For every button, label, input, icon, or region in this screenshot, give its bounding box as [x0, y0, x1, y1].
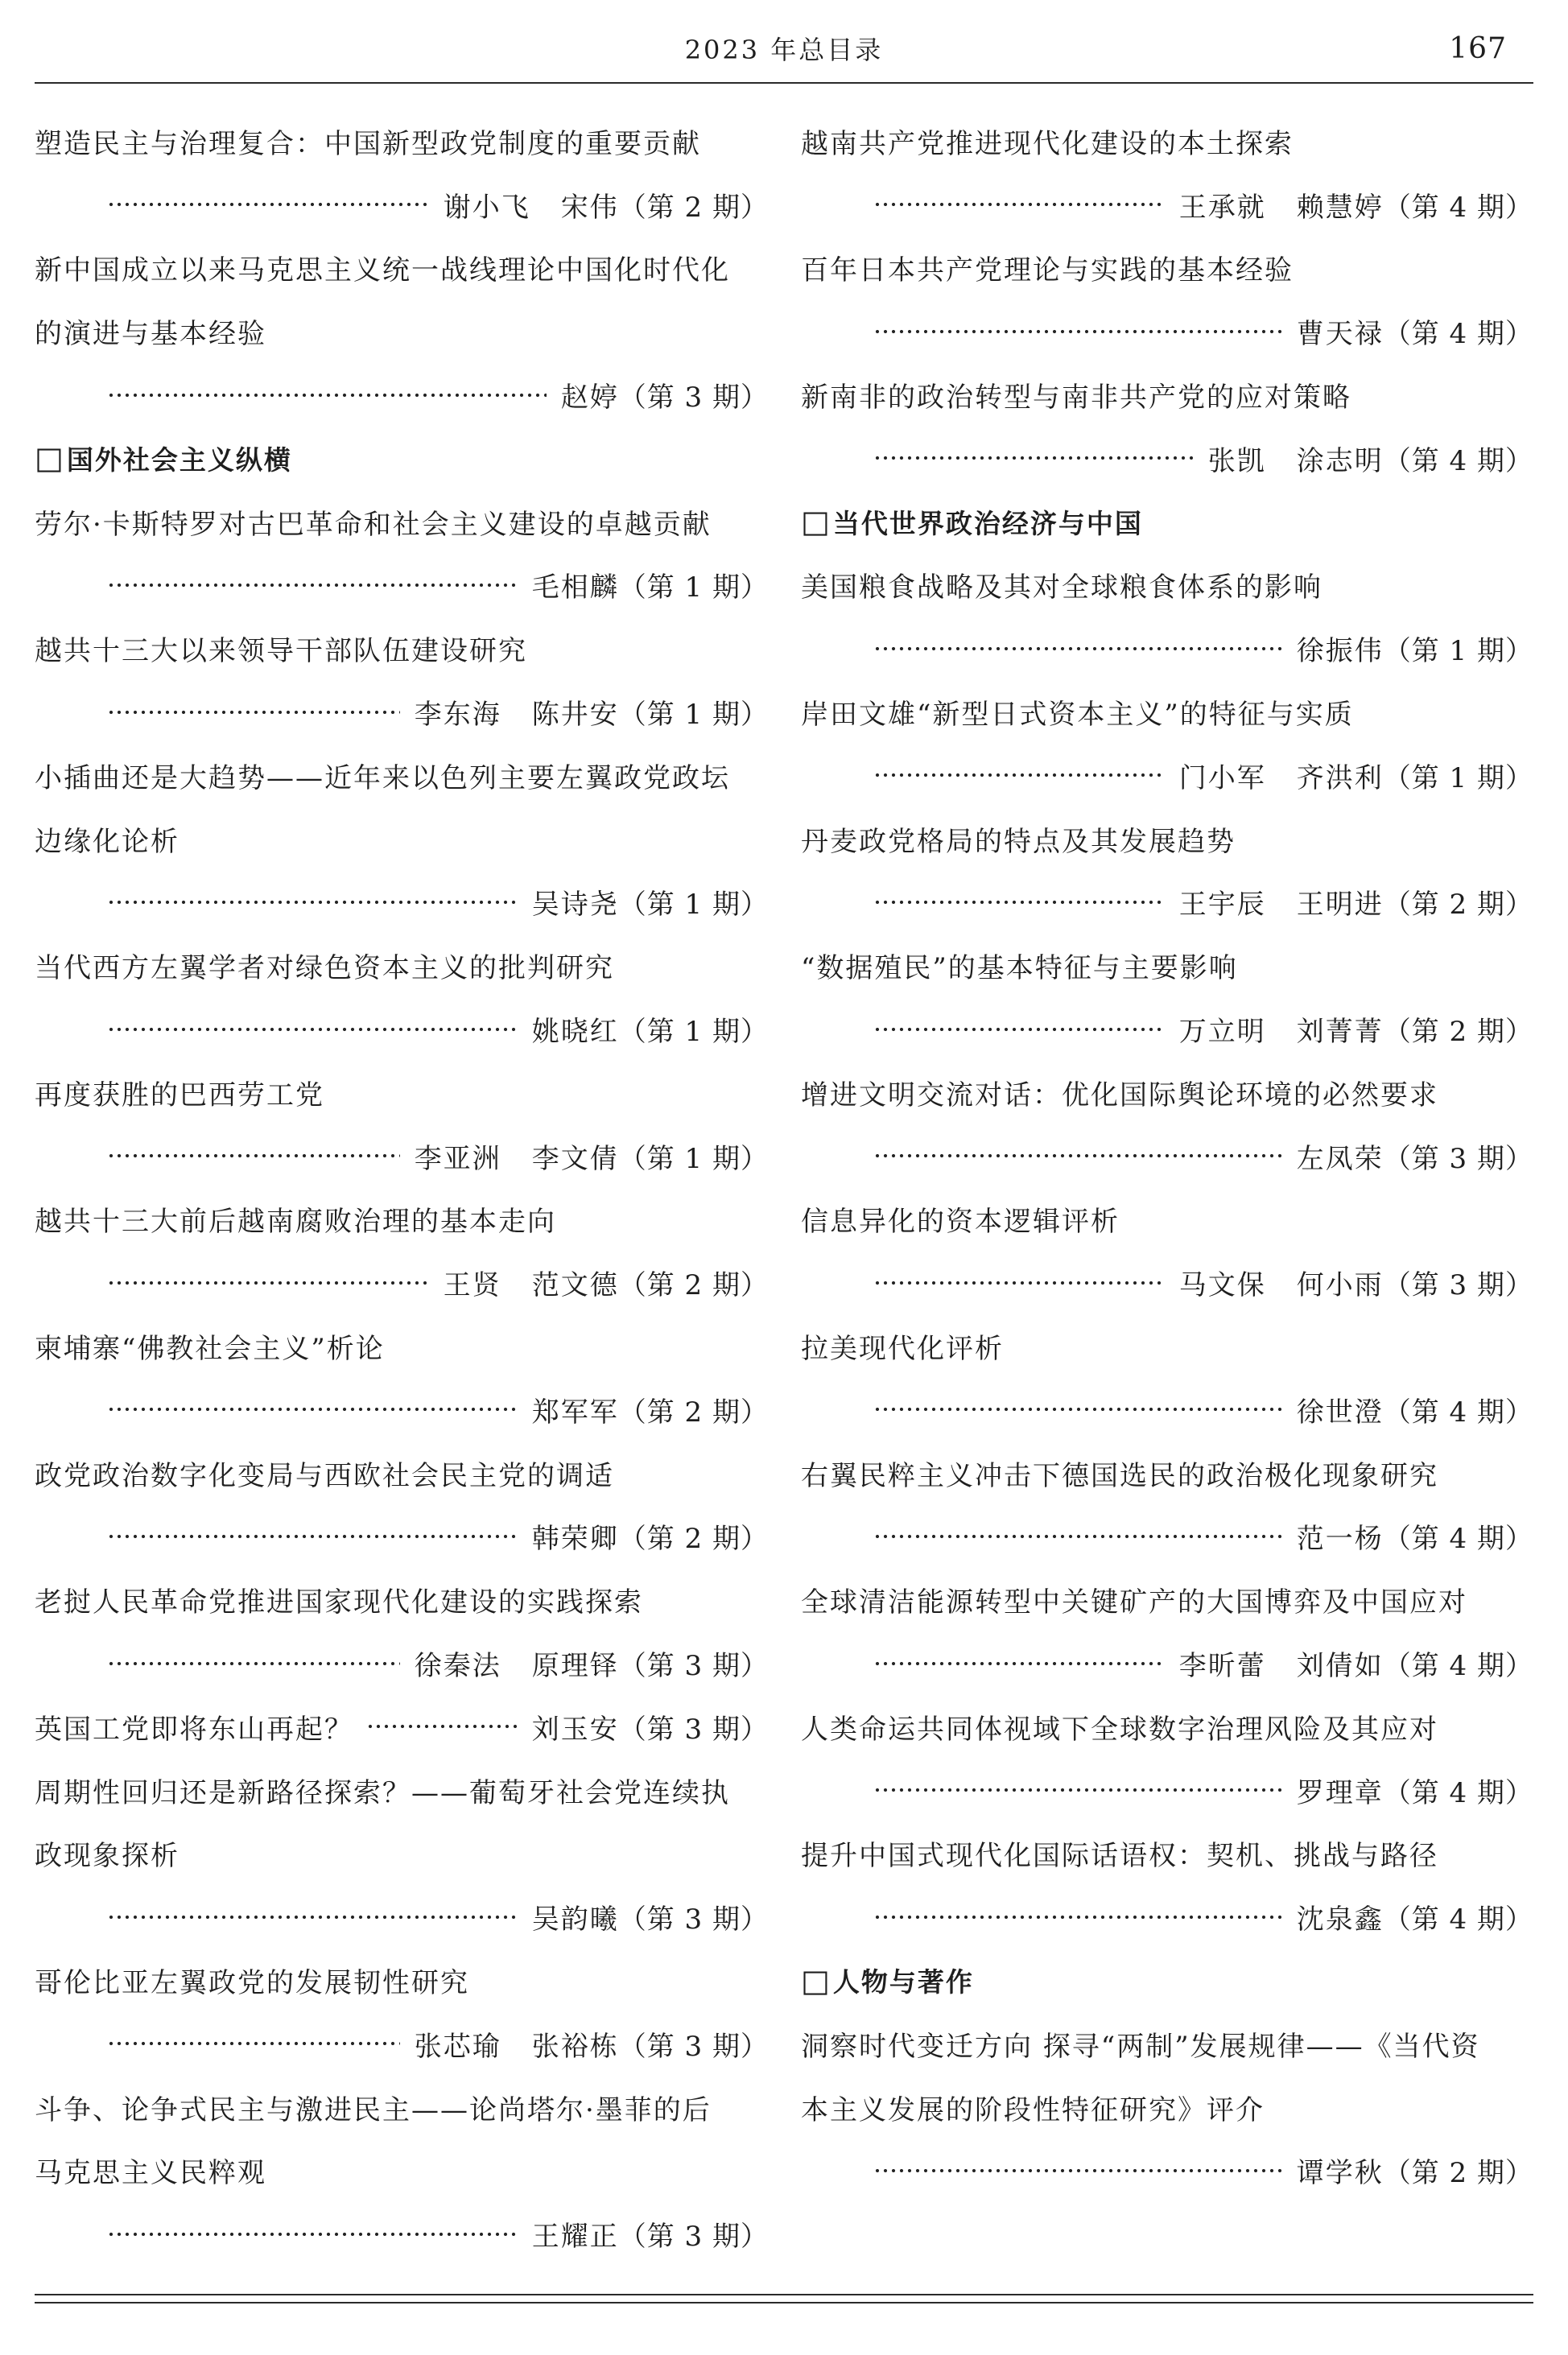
- entry-title-line: 越共十三大以来领导干部队伍建设研究: [35, 635, 527, 668]
- entry-author: 韩荣卿: [531, 1523, 619, 1556]
- entry-byline: [1297, 1516, 1533, 1556]
- section-label: 人物与著作: [832, 1966, 974, 1998]
- entry-title-line: 老挝人民革命党推进国家现代化建设的实践探索: [35, 1586, 643, 1619]
- toc-right-column: [801, 109, 1533, 2202]
- toc-entry: [801, 1441, 1533, 1569]
- entry-author: 涂志明: [1296, 444, 1384, 477]
- toc-entry: [801, 1188, 1533, 1315]
- entry-author: 门小军: [1178, 761, 1266, 794]
- entry-byline: [532, 1390, 769, 1429]
- entry-author-line: [801, 1124, 1533, 1188]
- entry-issue: （第 3 期）: [618, 2030, 769, 2063]
- footer-rule-top: [35, 2294, 1533, 2295]
- entry-byline: [1297, 1897, 1533, 1936]
- entry-title-line: 本主义发展的阶段性特征研究》评介: [801, 2093, 1265, 2126]
- entry-author: 吴诗尧: [531, 889, 619, 922]
- section-box-icon: □: [801, 504, 831, 540]
- entry-issue: （第 2 期）: [618, 191, 769, 224]
- section-box-icon: □: [35, 440, 65, 476]
- entry-byline: [1297, 1136, 1533, 1176]
- entry-author: 谭学秋: [1296, 2157, 1384, 2190]
- entry-author-line: [35, 363, 769, 427]
- entry-issue: （第 1 期）: [618, 571, 769, 604]
- entry-author: 王耀正: [531, 2221, 619, 2254]
- entry-issue: （第 3 期）: [618, 1713, 769, 1746]
- dot-leader: [873, 1532, 1282, 1540]
- dot-leader: [873, 771, 1165, 779]
- entry-author: 吴韵曦: [531, 1903, 619, 1936]
- entry-title-line: 小插曲还是大趋势——近年来以色列主要左翼政党政坛: [35, 761, 730, 794]
- entry-author: 谢小飞: [443, 191, 530, 224]
- dot-leader: [107, 1532, 518, 1540]
- entry-author-line: [35, 554, 769, 617]
- entry-byline: [1179, 1263, 1533, 1302]
- entry-title-line: 右翼民粹主义冲击下德国选民的政治极化现象研究: [801, 1459, 1438, 1492]
- entry-title-line: 越共十三大前后越南腐败治理的基本走向: [35, 1206, 556, 1239]
- entry-issue: （第 1 期）: [618, 889, 769, 922]
- entry-author-line: [801, 617, 1533, 680]
- entry-issue: （第 4 期）: [1383, 1650, 1533, 1683]
- toc-entry: [35, 1949, 769, 2076]
- toc-entry: [801, 2012, 1533, 2202]
- toc-entry: [801, 934, 1533, 1061]
- entry-title-line: “数据殖民”的基本特征与主要影响: [801, 952, 1238, 985]
- entry-issue: （第 4 期）: [1383, 1523, 1533, 1556]
- entry-issue: （第 3 期）: [618, 1650, 769, 1683]
- toc-entry: [35, 1061, 769, 1188]
- entry-author-line: [801, 173, 1533, 237]
- entry-issue: （第 3 期）: [1383, 1142, 1533, 1175]
- entry-author-line: [35, 173, 769, 237]
- dot-leader: [107, 2039, 400, 2048]
- entry-author-line: [35, 871, 769, 934]
- dot-leader: [873, 898, 1165, 906]
- dot-leader: [107, 1279, 429, 1287]
- entry-author: 齐洪利: [1296, 761, 1384, 794]
- entry-title-line: 越南共产党推进现代化建设的本土探索: [801, 127, 1294, 160]
- entry-author-line: [35, 1251, 769, 1314]
- toc-entry: [801, 109, 1533, 237]
- entry-author: 赖慧婷: [1296, 191, 1384, 224]
- entry-title-line: 再度获胜的巴西劳工党: [35, 1079, 324, 1112]
- toc-entry: [801, 237, 1533, 364]
- entry-author-line: [801, 1378, 1533, 1441]
- entry-title-line: 塑造民主与治理复合：中国新型政党制度的重要贡献: [35, 127, 701, 160]
- entry-issue: （第 3 期）: [1383, 1269, 1533, 1302]
- dot-leader: [107, 898, 518, 906]
- toc-entry: [35, 1314, 769, 1441]
- entry-author-line: [801, 1759, 1533, 1822]
- entry-title-line: 百年日本共产党理论与实践的基本经验: [801, 254, 1294, 287]
- entry-byline: [532, 1707, 769, 1747]
- entry-title: 英国工党即将东山再起？: [35, 1713, 353, 1746]
- entry-issue: （第 4 期）: [1383, 444, 1533, 477]
- entry-author-line: [35, 2012, 769, 2076]
- entry-issue: （第 2 期）: [618, 1269, 769, 1302]
- entry-title-line: 斗争、论争式民主与激进民主——论尚塔尔·墨菲的后: [35, 2093, 712, 2126]
- entry-author: 张凯: [1207, 444, 1266, 477]
- entry-title-line: 拉美现代化评析: [801, 1333, 1004, 1366]
- entry-issue: （第 2 期）: [1383, 2157, 1533, 2190]
- entry-byline: [1179, 185, 1533, 225]
- entry-issue: （第 3 期）: [618, 1903, 769, 1936]
- entry-author: 王承就: [1178, 191, 1266, 224]
- entry-title-line: 政现象探析: [35, 1840, 179, 1873]
- page-number: 167: [1449, 32, 1507, 65]
- section-box-icon: □: [801, 1962, 831, 1998]
- entry-byline: [532, 2214, 769, 2254]
- entry-author-line: [801, 1885, 1533, 1949]
- entry-issue: （第 1 期）: [1383, 761, 1533, 794]
- entry-author-line: [801, 1505, 1533, 1569]
- entry-author-line: [801, 871, 1533, 934]
- section-heading: [35, 427, 769, 490]
- entry-author-line: [801, 1631, 1533, 1695]
- entry-author-line: [35, 1378, 769, 1441]
- entry-issue: （第 3 期）: [618, 2221, 769, 2254]
- entry-byline: [415, 2024, 769, 2064]
- entry-author-line: [35, 2202, 769, 2266]
- header-title: 2023 年总目录: [684, 35, 884, 65]
- dot-leader: [873, 1913, 1282, 1921]
- entry-author-line: [801, 299, 1533, 363]
- entry-author: 范一杨: [1296, 1523, 1384, 1556]
- toc-entry: [35, 1695, 769, 1759]
- entry-author-line: [801, 744, 1533, 807]
- entry-title-line: 的演进与基本经验: [35, 318, 266, 351]
- entry-author: 罗理章: [1296, 1776, 1384, 1809]
- entry-title-line: 新中国成立以来马克思主义统一战线理论中国化时代化: [35, 254, 730, 287]
- toc-entry: [35, 1759, 769, 1949]
- entry-title-line: 提升中国式现代化国际话语权：契机、挑战与路径: [801, 1840, 1438, 1873]
- toc-entry: [801, 554, 1533, 681]
- entry-author: 左凤荣: [1296, 1142, 1384, 1175]
- entry-title-line: 边缘化论析: [35, 825, 179, 858]
- toc-entry: [35, 237, 769, 427]
- toc-entry: [801, 1568, 1533, 1695]
- dot-leader: [366, 1722, 518, 1730]
- entry-author: 范文德: [531, 1269, 619, 1302]
- entry-title-line: 政党政治数字化变局与西欧社会民主党的调适: [35, 1459, 614, 1492]
- dot-leader: [873, 328, 1282, 336]
- dot-leader: [873, 454, 1194, 462]
- dot-leader: [107, 708, 400, 716]
- entry-author: 宋伟: [560, 191, 619, 224]
- entry-title-line: 当代西方左翼学者对绿色资本主义的批判研究: [35, 952, 614, 985]
- toc-entry: [35, 617, 769, 744]
- entry-title-line: 美国粮食战略及其对全球粮食体系的影响: [801, 571, 1322, 604]
- toc-entry: [801, 1061, 1533, 1188]
- entry-author: 徐秦法: [414, 1650, 501, 1683]
- entry-byline: [532, 1516, 769, 1556]
- entry-title-line: 劳尔·卡斯特罗对古巴革命和社会主义建设的卓越贡献: [35, 508, 712, 541]
- entry-byline: [532, 1897, 769, 1936]
- entry-title-line: 岸田文雄“新型日式资本主义”的特征与实质: [801, 699, 1354, 732]
- entry-byline: [444, 185, 769, 225]
- toc-entry: [35, 744, 769, 934]
- entry-byline: [532, 1009, 769, 1049]
- entry-author: 李文倩: [531, 1142, 619, 1175]
- entry-title-line: 周期性回归还是新路径探索？——葡萄牙社会党连续执: [35, 1776, 730, 1809]
- entry-byline: [1297, 2151, 1533, 2190]
- entry-author: 原理铎: [531, 1650, 619, 1683]
- entry-author: 徐世澄: [1296, 1396, 1384, 1429]
- entry-author: 姚晓红: [531, 1016, 619, 1049]
- entry-author: 曹天禄: [1296, 318, 1384, 351]
- entry-title-line: 增进文明交流对话：优化国际舆论环境的必然要求: [801, 1079, 1438, 1112]
- entry-author: 张裕栋: [531, 2030, 619, 2063]
- entry-issue: （第 4 期）: [1383, 191, 1533, 224]
- toc-entry: [35, 1441, 769, 1569]
- dot-leader: [873, 1152, 1282, 1160]
- entry-author-line: [35, 1885, 769, 1949]
- entry-author: 王宇辰: [1178, 889, 1266, 922]
- entry-byline: [444, 1263, 769, 1302]
- entry-title-line: 人类命运共同体视域下全球数字治理风险及其应对: [801, 1713, 1438, 1746]
- entry-issue: （第 2 期）: [1383, 889, 1533, 922]
- entry-title-line: 信息异化的资本逻辑评析: [801, 1206, 1120, 1239]
- dot-leader: [107, 1405, 518, 1413]
- toc-entry: [35, 490, 769, 617]
- entry-byline: [415, 692, 769, 732]
- entry-title-line: 柬埔寨“佛教社会主义”析论: [35, 1333, 385, 1366]
- entry-author: 万立明: [1178, 1016, 1266, 1049]
- dot-leader: [107, 200, 429, 208]
- entry-author: 刘玉安: [531, 1713, 619, 1746]
- header-rule: [35, 82, 1533, 84]
- entry-byline: [1208, 439, 1533, 478]
- entry-title-line: 全球清洁能源转型中关键矿产的大国博弈及中国应对: [801, 1586, 1467, 1619]
- entry-author: 王明进: [1296, 889, 1384, 922]
- entry-issue: （第 4 期）: [1383, 1776, 1533, 1809]
- toc-entry: [801, 1695, 1533, 1822]
- entry-author: 马文保: [1178, 1269, 1266, 1302]
- dot-leader: [107, 391, 547, 399]
- entry-issue: （第 1 期）: [618, 699, 769, 732]
- toc-entry: [801, 1822, 1533, 1949]
- dot-leader: [873, 1025, 1165, 1033]
- entry-byline: [415, 1644, 769, 1683]
- entry-byline: [1179, 756, 1533, 795]
- entry-issue: （第 4 期）: [1383, 1396, 1533, 1429]
- entry-author: 李东海: [414, 699, 501, 732]
- entry-byline: [1297, 1771, 1533, 1810]
- entry-issue: （第 1 期）: [618, 1016, 769, 1049]
- toc-entry: [801, 807, 1533, 934]
- section-label: 国外社会主义纵横: [66, 443, 292, 476]
- entry-byline: [1297, 629, 1533, 668]
- entry-title-line: [35, 1695, 769, 1759]
- entry-byline: [1179, 1009, 1533, 1049]
- toc-entry: [35, 1188, 769, 1315]
- entry-title-line: 丹麦政党格局的特点及其发展趋势: [801, 825, 1236, 858]
- section-heading: [801, 490, 1533, 554]
- toc-entry: [35, 109, 769, 237]
- entry-byline: [1297, 311, 1533, 351]
- toc-entry: [801, 1314, 1533, 1441]
- entry-author-line: [801, 427, 1533, 490]
- entry-issue: （第 2 期）: [1383, 1016, 1533, 1049]
- dot-leader: [873, 1279, 1165, 1287]
- entry-author: 张芯瑜: [414, 2030, 501, 2063]
- entry-issue: （第 4 期）: [1383, 318, 1533, 351]
- entry-issue: （第 1 期）: [1383, 635, 1533, 668]
- entry-byline: [532, 565, 769, 604]
- toc-left-column: [35, 109, 769, 2266]
- entry-title-line: 哥伦比亚左翼政党的发展韧性研究: [35, 1967, 469, 1999]
- entry-issue: （第 3 期）: [618, 382, 769, 414]
- entry-author: 刘倩如: [1296, 1650, 1384, 1683]
- dot-leader: [873, 1405, 1282, 1413]
- dot-leader: [873, 645, 1282, 653]
- entry-byline: [1179, 882, 1533, 922]
- section-heading: [801, 1949, 1533, 2012]
- entry-author: 赵婷: [560, 382, 619, 414]
- entry-author-line: [35, 680, 769, 744]
- entry-byline: [532, 882, 769, 922]
- entry-byline: [1179, 1644, 1533, 1683]
- dot-leader: [107, 581, 518, 589]
- entry-author: 沈泉鑫: [1296, 1903, 1384, 1936]
- entry-author-line: [35, 1631, 769, 1695]
- toc-entry: [801, 680, 1533, 807]
- entry-author: 郑军军: [531, 1396, 619, 1429]
- entry-title-line: 洞察时代变迁方向 探寻“两制”发展规律——《当代资: [801, 2030, 1480, 2063]
- dot-leader: [873, 2167, 1282, 2175]
- entry-author: 何小雨: [1296, 1269, 1384, 1302]
- entry-author-line: [801, 1251, 1533, 1314]
- entry-author-line: [35, 1124, 769, 1188]
- dot-leader: [107, 1025, 518, 1033]
- toc-entry: [35, 1568, 769, 1695]
- entry-author: 王贤: [443, 1269, 501, 1302]
- dot-leader: [107, 2230, 518, 2238]
- entry-byline: [561, 375, 769, 414]
- dot-leader: [873, 200, 1165, 208]
- entry-title-line: 马克思主义民粹观: [35, 2157, 266, 2190]
- toc-entry: [35, 934, 769, 1061]
- dot-leader: [873, 1786, 1282, 1794]
- entry-author: 李昕蕾: [1178, 1650, 1266, 1683]
- dot-leader: [873, 1660, 1165, 1668]
- footer-rule-bottom: [35, 2302, 1533, 2303]
- toc-entry: [35, 2076, 769, 2266]
- entry-author: 毛相麟: [531, 571, 619, 604]
- entry-author: 李亚洲: [414, 1142, 501, 1175]
- entry-issue: （第 4 期）: [1383, 1903, 1533, 1936]
- entry-author-line: [35, 1505, 769, 1569]
- entry-author: 徐振伟: [1296, 635, 1384, 668]
- entry-byline: [1297, 1390, 1533, 1429]
- entry-author: 陈井安: [531, 699, 619, 732]
- entry-title-line: 新南非的政治转型与南非共产党的应对策略: [801, 382, 1351, 414]
- entry-byline: [415, 1136, 769, 1176]
- toc-entry: [801, 363, 1533, 490]
- section-label: 当代世界政治经济与中国: [832, 507, 1143, 539]
- dot-leader: [107, 1152, 400, 1160]
- entry-issue: （第 2 期）: [618, 1396, 769, 1429]
- entry-author-line: [801, 997, 1533, 1061]
- entry-issue: （第 2 期）: [618, 1523, 769, 1556]
- entry-author: 刘菁菁: [1296, 1016, 1384, 1049]
- entry-author-line: [35, 997, 769, 1061]
- entry-author-line: [801, 2139, 1533, 2203]
- entry-issue: （第 1 期）: [618, 1142, 769, 1175]
- dot-leader: [107, 1660, 400, 1668]
- dot-leader: [107, 1913, 518, 1921]
